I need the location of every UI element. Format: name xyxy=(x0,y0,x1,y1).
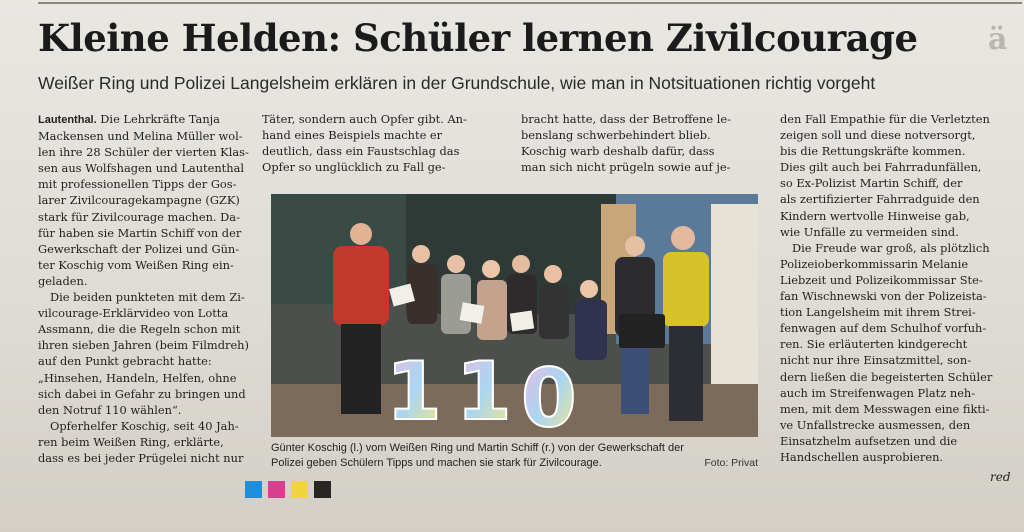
col4-line: dern ließen die begeisterten Schüler xyxy=(780,369,993,384)
col4-line: auch im Streifenwagen Platz neh- xyxy=(780,385,976,400)
col2-line: Täter, sondern auch Opfer gibt. An- xyxy=(262,112,467,126)
col1-first-text: Die Lehrkräfte Tanja xyxy=(96,112,220,126)
col4-line: Einsatzhelm aufsetzen und die xyxy=(780,433,958,448)
col1-line: ter Koschig vom Weißen Ring ein- xyxy=(38,257,234,272)
col4-line: Kindern wertvolle Hinweise gab, xyxy=(780,208,970,223)
col4-line: fenwagen auf dem Schulhof vorfuh- xyxy=(780,321,987,336)
col1-line: den Notruf 110 wählen“. xyxy=(38,402,182,417)
article-column-3 xyxy=(521,111,759,175)
color-swatch xyxy=(245,481,262,498)
col4-line: Handschellen ausprobieren. xyxy=(780,449,944,464)
col1-line: Die beiden punkteten mit dem Zi- xyxy=(50,290,245,305)
author-signature: red xyxy=(990,470,1011,484)
col1-line: sen aus Wolfshagen und Lautenthal xyxy=(38,161,245,176)
photo-caption xyxy=(271,441,758,471)
col4-line: bis die Rettungskräfte kommen. xyxy=(780,144,966,159)
photo-credit: Foto: Privat xyxy=(704,457,758,469)
top-rule xyxy=(38,2,1022,4)
col4-line: als zertifizierter Fahrradguide den xyxy=(780,192,980,207)
color-swatch xyxy=(268,481,285,498)
col4-line: zeigen soll und diese notversorgt, xyxy=(780,128,976,143)
adjacent-page-ghost: ä xyxy=(988,22,1008,57)
col1-line: ren beim Weißen Ring, erklärte, xyxy=(38,434,224,449)
col1-line: Assmann, die die Regeln schon mit xyxy=(38,322,241,337)
col3-line: Koschig warb deshalb dafür, dass xyxy=(521,144,715,159)
article-photo xyxy=(271,194,758,437)
col4-line: ve Unfallstrecke ausmessen, den xyxy=(780,417,971,432)
col3-line: man sich nicht prügeln sowie auf je- xyxy=(521,160,731,175)
balloon-digit-0: 0 xyxy=(521,352,577,437)
col1-line: auf den Punkt gebracht hatte: xyxy=(38,354,212,369)
col3-line: benslang schwerbehindert blieb. xyxy=(521,128,711,143)
col4-line: tion Langelsheim mit ihrem Strei- xyxy=(780,305,976,320)
balloon-110 xyxy=(386,345,577,437)
balloon-digit-1b: 1 xyxy=(456,345,512,437)
col1-line xyxy=(38,111,260,128)
col4-line: fan Wischnewski von der Polizeista- xyxy=(780,289,987,304)
col1-line: Opferhelfer Koschig, seit 40 Jah- xyxy=(50,418,239,433)
balloon-digit-1: 1 xyxy=(386,345,442,437)
col4-line: Die Freude war groß, als plötzlich xyxy=(792,240,990,255)
col1-line: ihren sieben Jahren (beim Filmdreh) xyxy=(38,338,249,353)
col1-line: Gewerkschaft der Polizei und Gün- xyxy=(38,241,240,256)
col4-line: Dies gilt auch bei Fahrradunfällen, xyxy=(780,160,982,175)
col4-line: Liebzeit und Polizeikommissar Ste- xyxy=(780,272,983,287)
group-photo-illustration xyxy=(271,194,758,437)
color-swatch xyxy=(314,481,331,498)
article-headline: Kleine Helden: Schüler lernen Zivilcourage xyxy=(38,16,918,60)
col2-line: deutlich, dass ein Faustschlag das xyxy=(262,144,460,159)
article-column-1 xyxy=(38,111,260,466)
col3-line: bracht hatte, dass der Betroffene le- xyxy=(521,112,731,126)
col4-line: ren. Sie erläuterten kindgerecht xyxy=(780,337,968,352)
col4-line: wie Unfälle zu vermeiden sind. xyxy=(780,224,959,239)
color-swatch xyxy=(291,481,308,498)
caption-line-2: Polizei geben Schülern Tipps und machen sie stark für Zivilcourage. xyxy=(271,457,602,469)
article-dateline: Lautenthal. xyxy=(38,114,97,126)
col1-line: larer Zivilcouragekampagne (GZK) xyxy=(38,193,240,208)
article-column-4 xyxy=(780,111,1016,465)
col4-line: nicht nur ihre Einsatzmittel, son- xyxy=(780,353,972,368)
article-subhead: Weißer Ring und Polizei Langelsheim erklären in der Grundschule, wie man in Notsituationen richtig vorgeht xyxy=(38,73,876,93)
col2-line: hand eines Beispiels machte er xyxy=(262,128,443,143)
caption-line-1: Günter Koschig (l.) vom Weißen Ring und Martin Schiff (r.) von der Gewerkschaft der xyxy=(271,442,684,454)
col4-line: den Fall Empathie für die Verletzten xyxy=(780,112,990,126)
article-column-2 xyxy=(262,111,510,175)
col1-line: len ihre 28 Schüler der vierten Klas- xyxy=(38,145,249,160)
col4-line: Polizeioberkommissarin Melanie xyxy=(780,256,969,271)
col2-line: Opfer so unglücklich zu Fall ge- xyxy=(262,160,446,175)
col1-line: Mackensen und Melina Müller wol- xyxy=(38,129,243,144)
col1-line: dass es bei jeder Prügelei nicht nur xyxy=(38,450,244,465)
print-color-swatches xyxy=(245,481,331,498)
col1-line: stark für Zivilcourage machen. Da- xyxy=(38,209,240,224)
col1-line: sich dabei in Gefahr zu bringen und xyxy=(38,386,246,401)
col4-line: so Ex-Polizist Martin Schiff, der xyxy=(780,176,963,191)
col1-line: vilcourage-Erklärvideo von Lotta xyxy=(38,306,229,321)
col4-line: men, mit dem Messwagen eine fikti- xyxy=(780,401,990,416)
col1-line: geladen. xyxy=(38,273,88,288)
col1-line: mit professionellen Tipps der Gos- xyxy=(38,177,237,192)
col1-line: „Hinsehen, Handeln, Helfen, ohne xyxy=(38,370,237,385)
col1-line: für haben sie Martin Schiff von der xyxy=(38,225,242,240)
